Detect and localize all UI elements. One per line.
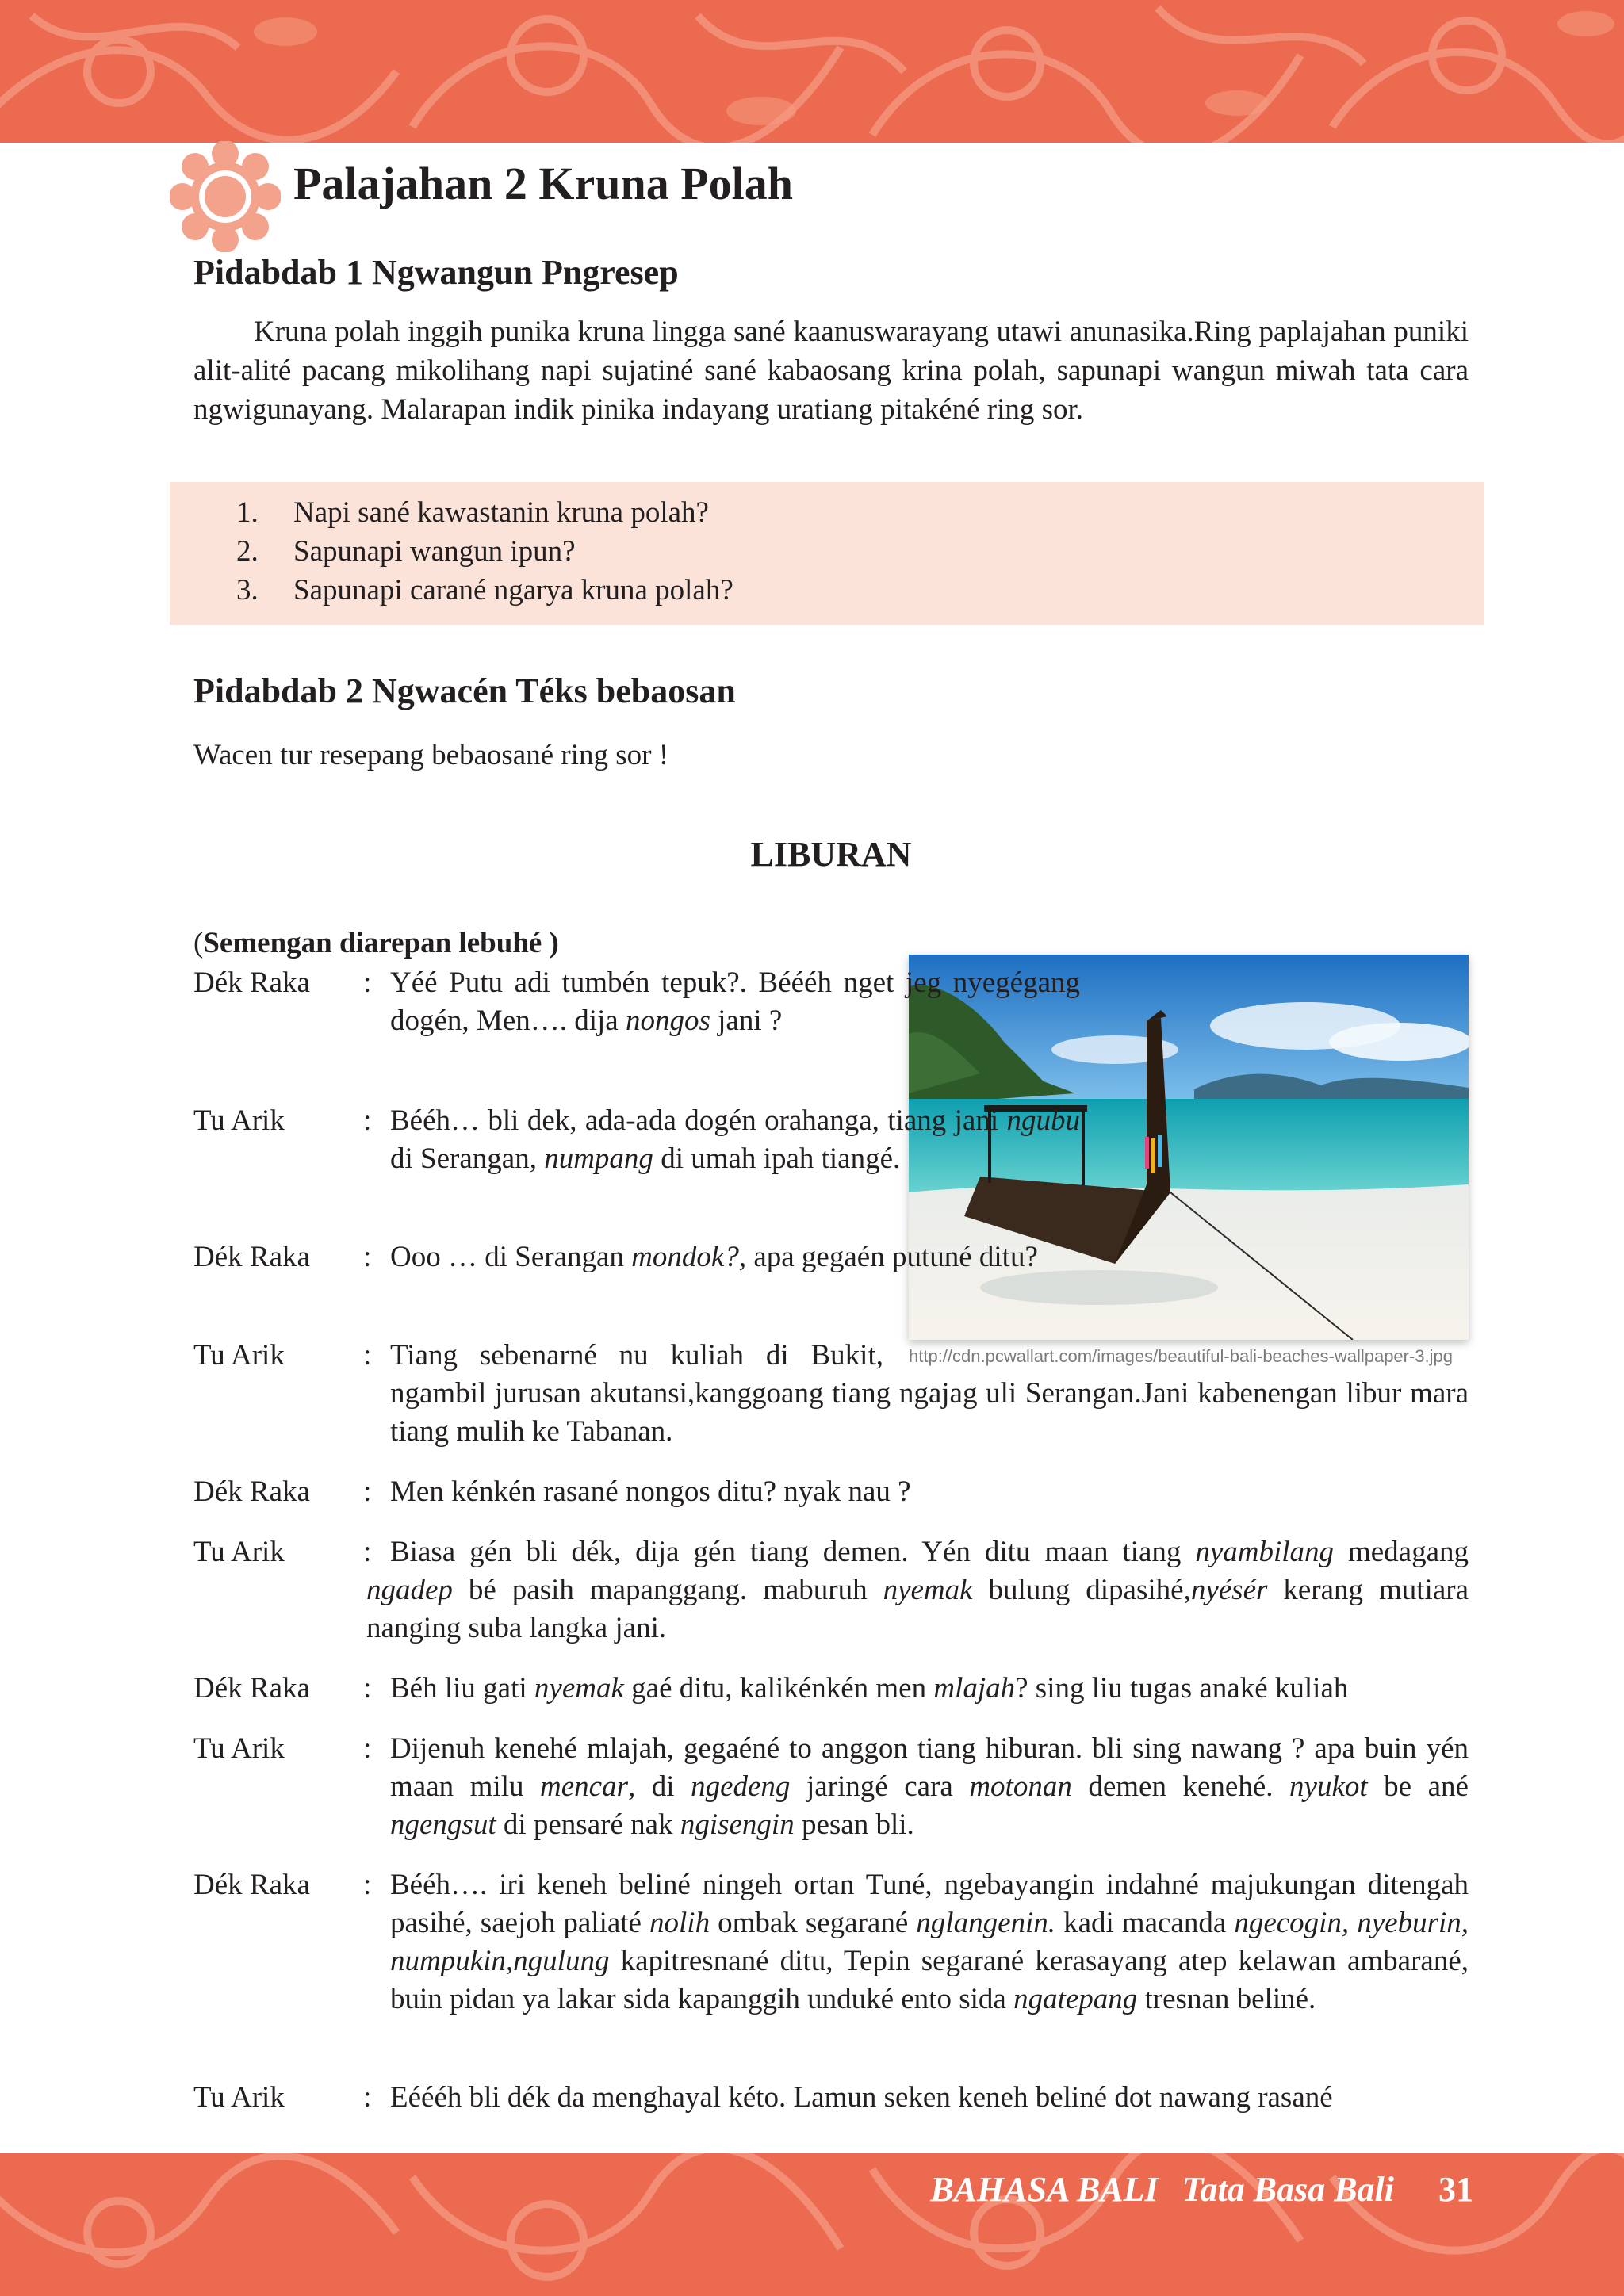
italic-term: ngadep bbox=[366, 1574, 453, 1606]
dialogue-run: be ané bbox=[1367, 1770, 1469, 1803]
speaker-name: Tu Arik bbox=[193, 1536, 285, 1568]
dialogue-text-first-line: Tiang sebenarné nu kuliah di Bukit, bbox=[390, 1339, 883, 1372]
lesson-header bbox=[170, 141, 883, 244]
speaker-colon: : bbox=[363, 1672, 372, 1705]
question-box bbox=[170, 482, 1484, 625]
speaker-colon: : bbox=[363, 1869, 372, 1901]
speaker-colon: : bbox=[363, 966, 372, 999]
italic-term: ngengsut bbox=[390, 1808, 496, 1841]
question-number: 3. bbox=[236, 574, 259, 607]
dialogue-run: di pensaré nak bbox=[496, 1808, 680, 1841]
italic-term: ngubu bbox=[1006, 1104, 1080, 1137]
dialogue-run: Bééh… bli dek, ada-ada dogén orahanga, tiang jani bbox=[390, 1104, 1007, 1137]
italic-term: mondok?, bbox=[631, 1241, 747, 1273]
speaker-name: Dék Raka bbox=[193, 1475, 310, 1508]
speaker-name: Tu Arik bbox=[193, 2081, 285, 2114]
italic-term: ngatepang bbox=[1013, 1983, 1138, 2015]
dialogue-line bbox=[193, 964, 1469, 1040]
italic-term: nyemak bbox=[883, 1574, 973, 1606]
dialogue-run: , di bbox=[627, 1770, 691, 1803]
dialogue-run: ngambil jurusan akutansi,kanggoang tiang ngajag uli Serangan.Jani kabenengan libur mara tiang mulih ke Tabanan. bbox=[390, 1377, 1469, 1448]
dialogue-text bbox=[390, 2079, 1469, 2117]
dialogue-run: kerang mutiara nanging suba langka jani. bbox=[366, 1574, 1469, 1644]
footer-book-title: BAHASA BALI bbox=[930, 2170, 1159, 2209]
page-footer bbox=[930, 2169, 1473, 2210]
dialogue-text bbox=[390, 1238, 1080, 1276]
dialogue-line bbox=[193, 1533, 1469, 1647]
speaker-colon: : bbox=[363, 1475, 372, 1508]
dialogue-run: di Serangan, bbox=[390, 1142, 545, 1175]
speaker-colon: : bbox=[363, 1536, 372, 1568]
dialogue-line bbox=[193, 1866, 1469, 2019]
italic-term: nolih bbox=[649, 1907, 710, 1939]
speaker-name: Dék Raka bbox=[193, 966, 310, 999]
dialogue-run: Biasa gén bli dék, dija gén tiang demen. Yén ditu maan tiang bbox=[390, 1536, 1196, 1568]
speaker-name: Tu Arik bbox=[193, 1339, 285, 1372]
photo-caption: http://cdn.pcwallart.com/images/beautiful-bali-beaches-wallpaper-3.jpg bbox=[909, 1346, 1454, 1366]
dialogue-text bbox=[390, 1866, 1469, 2019]
dialogue-line bbox=[193, 1238, 1469, 1276]
dialogue-run: Men kénkén rasané nongos ditu? nyak nau ? bbox=[390, 1475, 911, 1508]
dialogue-run: ? sing liu tugas anaké kuliah bbox=[1015, 1672, 1349, 1705]
speaker-colon: : bbox=[363, 1732, 372, 1765]
dialogue-line bbox=[193, 1730, 1469, 1844]
dialogue-run: ombak segarané bbox=[710, 1907, 917, 1939]
italic-term: motonan bbox=[969, 1770, 1072, 1803]
dialogue-text bbox=[390, 1337, 1469, 1451]
dialogue-run: Eéééh bli dék da menghayal kéto. Lamun seken keneh beliné dot nawang rasané bbox=[390, 2081, 1333, 2114]
question-item bbox=[236, 493, 709, 532]
speaker-colon: : bbox=[363, 1339, 372, 1372]
italic-term: ngisengin bbox=[680, 1808, 795, 1841]
question-text: Napi sané kawastanin kruna polah? bbox=[293, 496, 709, 529]
dialogue-run: medagang bbox=[1334, 1536, 1469, 1568]
section-heading-1: Pidabdab 1 Ngwangun Pngresep bbox=[193, 253, 679, 292]
footer-subtitle: Tata Basa Bali bbox=[1182, 2170, 1394, 2209]
dialogue-run: Yéé Putu adi tumbén tepuk?. Béééh nget jeg nyegégang dogén, Men…. dija bbox=[390, 966, 1080, 1037]
question-item bbox=[236, 532, 576, 571]
dialogue-run: kapitresnané ditu, Tepin segarané kerasayang atep kelawan ambarané, buin pidan ya lakar sida kapanggih unduké ento sida bbox=[390, 1945, 1469, 2015]
scene-direction: (Semengan diarepan lebuhé ) bbox=[193, 927, 559, 959]
dialogue-text-continued bbox=[390, 1375, 1469, 1451]
question-number: 1. bbox=[236, 496, 259, 529]
dialogue-run: gaé ditu, kalikénkén men bbox=[623, 1672, 934, 1705]
italic-term: nyésér bbox=[1190, 1574, 1268, 1606]
dialogue-line bbox=[193, 2079, 1469, 2117]
italic-term: ngedeng bbox=[691, 1770, 791, 1803]
question-number: 2. bbox=[236, 535, 259, 568]
dialogue-run: bé pasih mapanggang. maburuh bbox=[452, 1574, 883, 1606]
dialogue-line bbox=[193, 1337, 1469, 1451]
dialogue-run: Ooo … di Serangan bbox=[390, 1241, 632, 1273]
dialogue-run: bulung dipasihé, bbox=[972, 1574, 1191, 1606]
italic-term: numpang bbox=[544, 1142, 653, 1175]
dialogue-line bbox=[193, 1102, 1469, 1178]
question-item bbox=[236, 571, 733, 610]
italic-term: mencar bbox=[540, 1770, 628, 1803]
italic-term: nyukot bbox=[1289, 1770, 1368, 1803]
speaker-name: Tu Arik bbox=[193, 1104, 285, 1137]
dialogue-text bbox=[366, 1533, 1469, 1647]
speaker-colon: : bbox=[363, 1104, 372, 1137]
header-ornament-band bbox=[0, 0, 1624, 143]
dialogue-text bbox=[390, 1473, 1469, 1511]
dialogue-text bbox=[390, 1730, 1469, 1844]
dialogue-run: tresnan beliné. bbox=[1137, 1983, 1316, 2015]
lesson-title: Palajahan 2 Kruna Polah bbox=[293, 158, 794, 209]
speaker-name: Dék Raka bbox=[193, 1241, 310, 1273]
italic-term: nglangenin. bbox=[916, 1907, 1056, 1939]
speaker-name: Dék Raka bbox=[193, 1672, 310, 1705]
dialogue-run: kadi macanda bbox=[1055, 1907, 1235, 1939]
dialogue-run: Bééh…. iri keneh beliné ningeh ortan Tuné, ngebayangin indahné majukungan ditengah pasihé, saejoh paliaté bbox=[390, 1869, 1469, 1939]
speaker-colon: : bbox=[363, 1241, 372, 1273]
dialogue-run: apa gegaén putuné ditu? bbox=[746, 1241, 1038, 1273]
dialogue-run: jaringé cara bbox=[790, 1770, 970, 1803]
question-text: Sapunapi wangun ipun? bbox=[293, 535, 576, 568]
dialogue-line bbox=[193, 1473, 1469, 1511]
italic-term: ngecogin, nyeburin, numpukin,ngulung bbox=[390, 1907, 1469, 1977]
italic-term: mlajah bbox=[933, 1672, 1016, 1705]
italic-term: nongos bbox=[625, 1004, 710, 1037]
dialogue-run: jani ? bbox=[710, 1004, 783, 1037]
dialogue-run: demen kenehé. bbox=[1071, 1770, 1290, 1803]
italic-term: nyambilang bbox=[1195, 1536, 1335, 1568]
dialogue-run: Béh liu gati bbox=[390, 1672, 534, 1705]
italic-term: nyemak bbox=[534, 1672, 624, 1705]
intro-paragraph: Kruna polah inggih punika kruna lingga sané kaanuswarayang utawi anunasika.Ring paplajahan puniki alit-alité pacang mikolihang napi sujatiné sané kabaosang krina polah, sapunapi wangun miwah tata cara ngwigunayang. Malarapan indik pinika indayang uratiang pitakéné ring sor. bbox=[193, 316, 1469, 426]
dialogue-run: pesan bli. bbox=[794, 1808, 914, 1841]
story-title: LIBURAN bbox=[750, 835, 912, 874]
section-heading-2: Pidabdab 2 Ngwacén Téks bebaosan bbox=[193, 672, 736, 710]
dialogue-text bbox=[390, 1670, 1469, 1708]
speaker-name: Dék Raka bbox=[193, 1869, 310, 1901]
flower-ornament-icon bbox=[170, 141, 281, 252]
speaker-colon: : bbox=[363, 2081, 372, 2114]
dialogue-text bbox=[390, 1102, 1080, 1178]
page-number: 31 bbox=[1438, 2170, 1473, 2209]
dialogue-line bbox=[193, 1670, 1469, 1708]
dialogue-run: di umah ipah tiangé. bbox=[653, 1142, 901, 1175]
question-text: Sapunapi carané ngarya kruna polah? bbox=[293, 574, 733, 607]
speaker-name: Tu Arik bbox=[193, 1732, 285, 1765]
reading-instruction: Wacen tur resepang bebaosané ring sor ! bbox=[193, 739, 669, 771]
dialogue-text bbox=[390, 964, 1080, 1040]
dialogue-run: Dijenuh kenehé mlajah, gegaéné to anggon tiang hiburan. bli sing nawang ? apa buin yén maan milu bbox=[390, 1732, 1469, 1803]
